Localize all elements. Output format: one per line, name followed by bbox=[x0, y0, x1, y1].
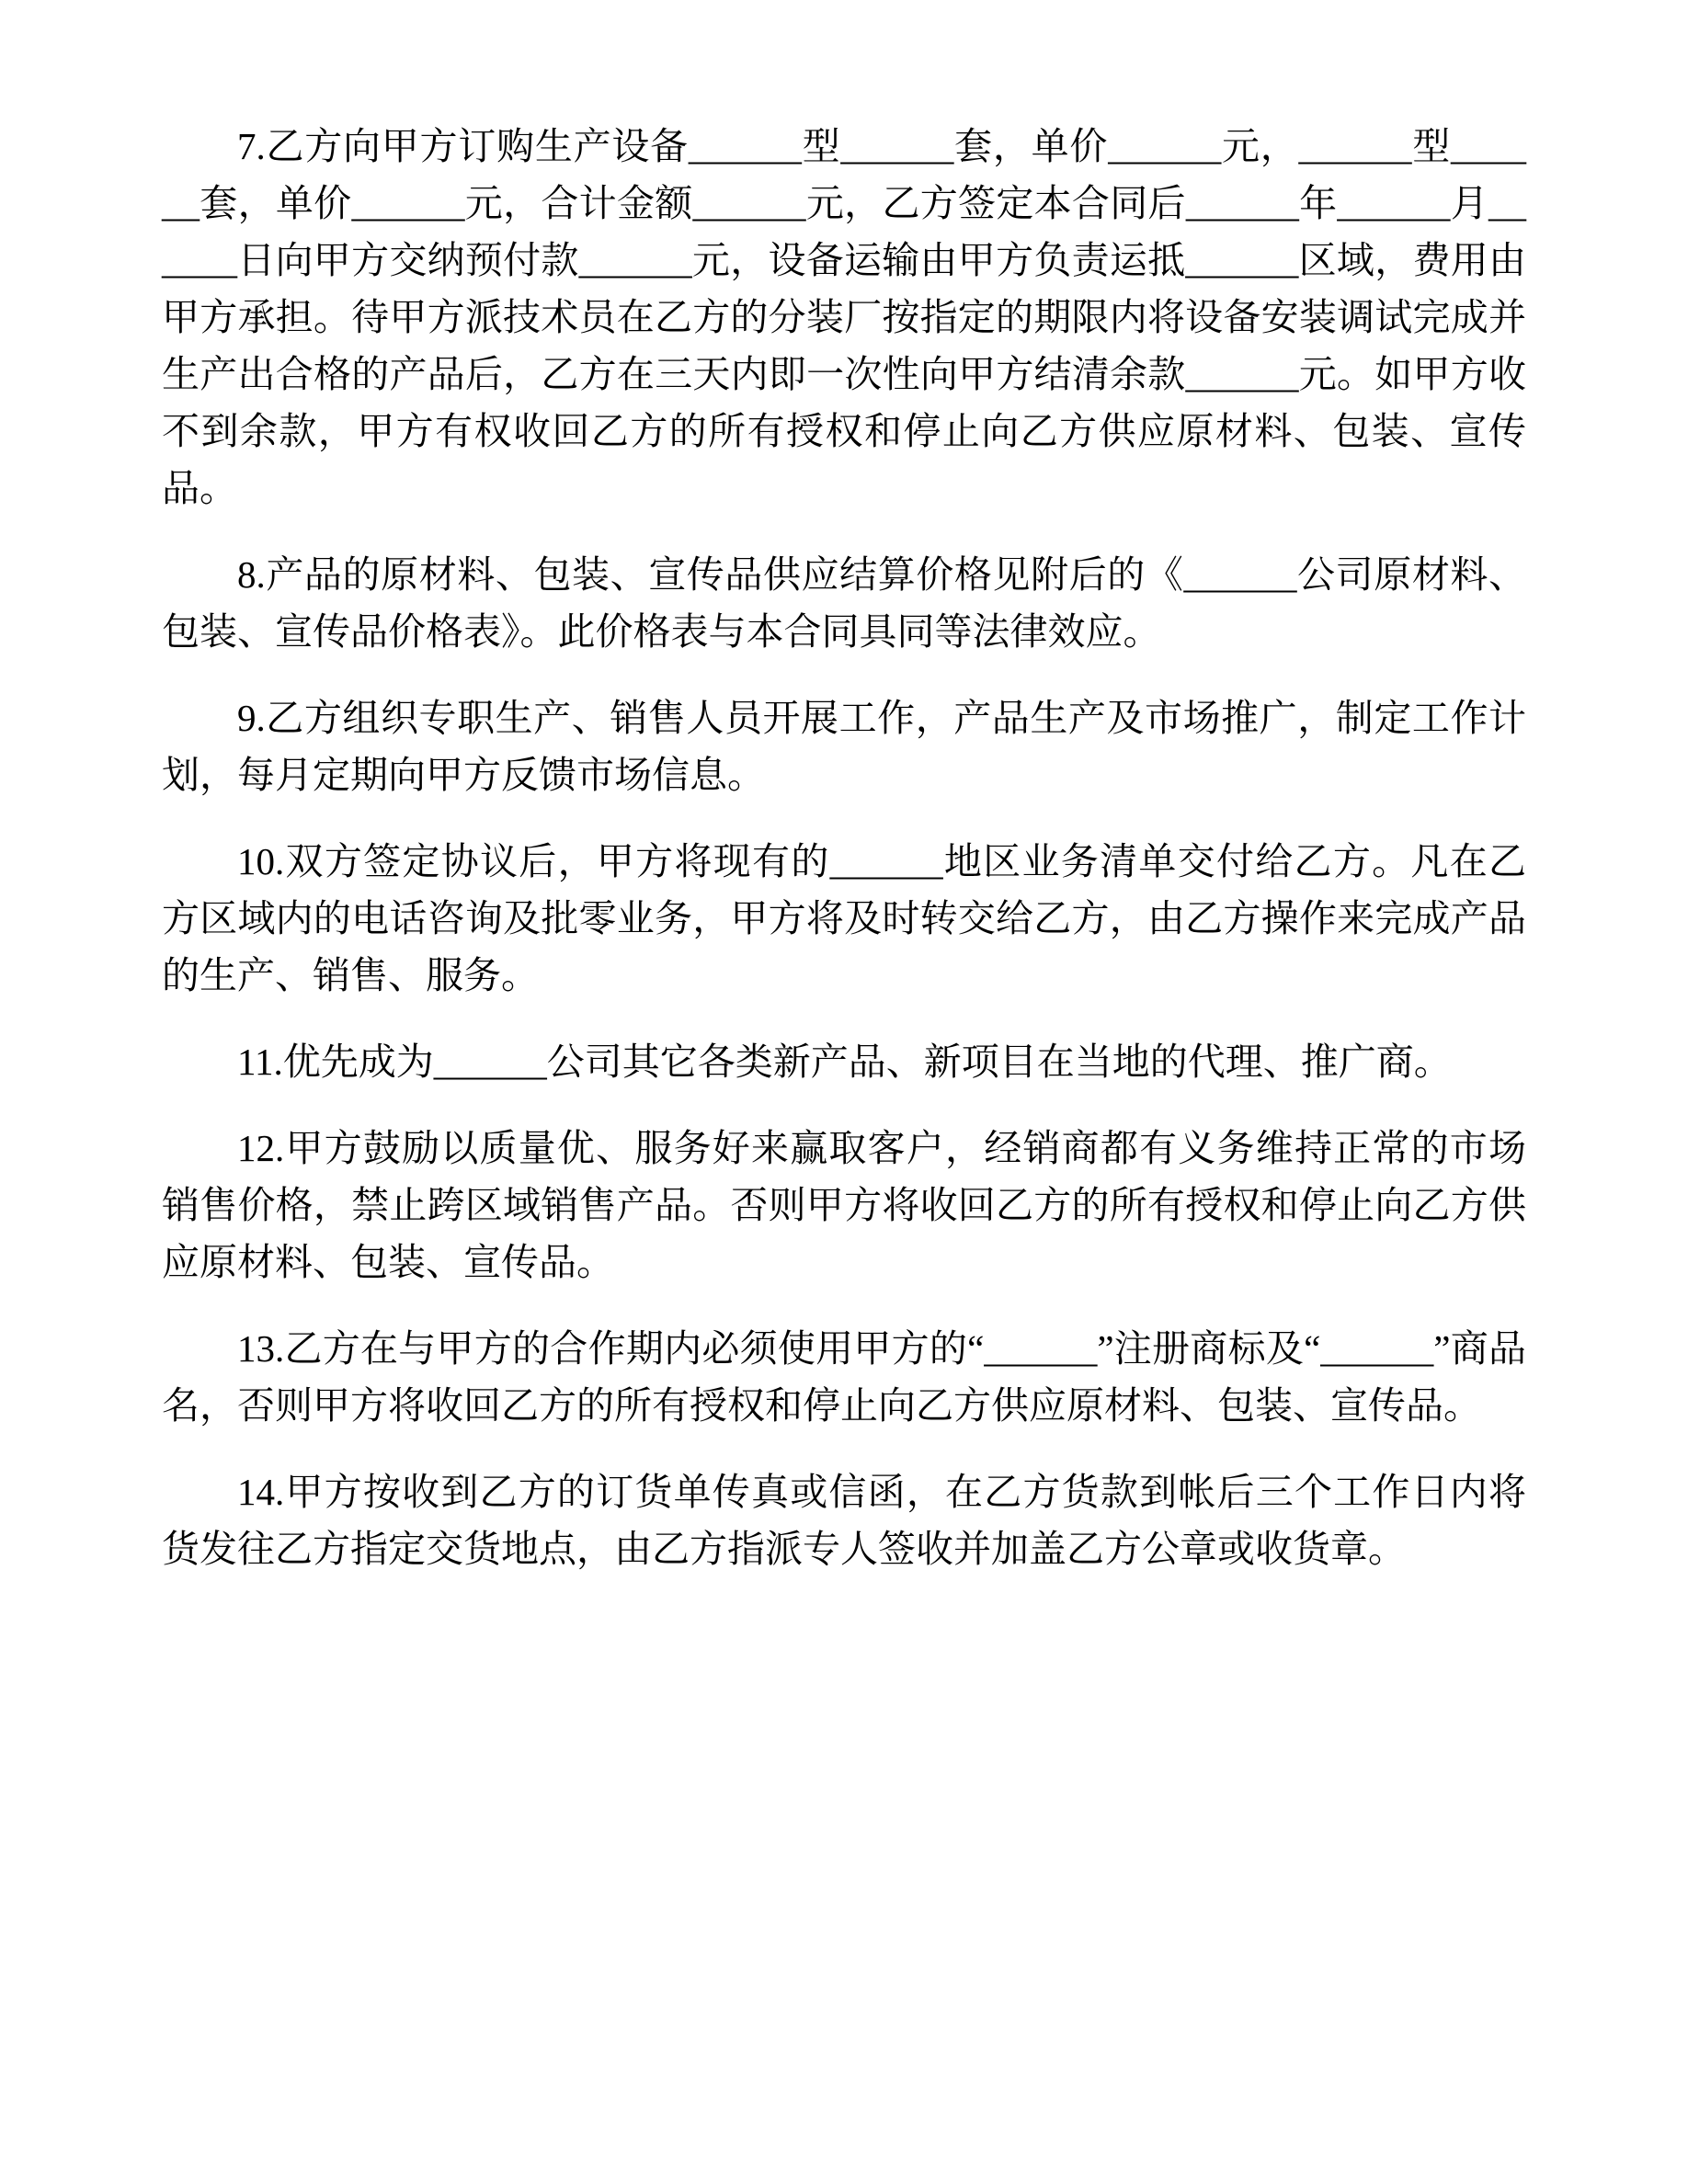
contract-clause-13: 13.乙方在与甲方的合作期内必须使用甲方的“______”注册商标及“______”商品名，否则甲方将收回乙方的所有授权和停止向乙方供应原材料、包装、宣传品。 bbox=[162, 1327, 1526, 1427]
contract-clause-12: 12.甲方鼓励以质量优、服务好来赢取客户，经销商都有义务维持正常的市场销售价格，禁止跨区域销售产品。否则甲方将收回乙方的所有授权和停止向乙方供应原材料、包装、宣传品。 bbox=[162, 1127, 1526, 1283]
contract-clause-10: 10.双方签定协议后，甲方将现有的______地区业务清单交付给乙方。凡在乙方区域内的电话咨询及批零业务，甲方将及时转交给乙方，由乙方操作来完成产品的生产、销售、服务。 bbox=[162, 840, 1526, 996]
contract-body bbox=[162, 118, 1526, 1577]
contract-clause-14: 14.甲方按收到乙方的订货单传真或信函，在乙方货款到帐后三个工作日内将货发往乙方指定交货地点，由乙方指派专人签收并加盖乙方公章或收货章。 bbox=[162, 1471, 1526, 1570]
contract-clause-11: 11.优先成为______公司其它各类新产品、新项目在当地的代理、推广商。 bbox=[237, 1041, 1452, 1083]
contract-clause-9: 9.乙方组织专职生产、销售人员开展工作，产品生产及市场推广，制定工作计划，每月定期向甲方反馈市场信息。 bbox=[162, 697, 1526, 796]
contract-clause-7: 7.乙方向甲方订购生产设备______型______套，单价______元，______型______套，单价______元，合计金额______元，乙方签定本合同后______年______月______日向甲方交纳预付款______元，设备运输由甲方负责运抵______区域，费用由甲方承担。待甲方派技术员在乙方的分装厂按指定的期限内将设备安装调试完成并生产出合格的产品后，乙方在三天内即一次性向甲方结清余款______元。如甲方收不到余款，甲方有权收回乙方的所有授权和停止向乙方供应原材料、包装、宣传品。 bbox=[162, 125, 1526, 509]
contract-clause-8: 8.产品的原材料、包装、宣传品供应结算价格见附后的《______公司原材料、包装、宣传品价格表》。此价格表与本合同具同等法律效应。 bbox=[162, 553, 1526, 653]
